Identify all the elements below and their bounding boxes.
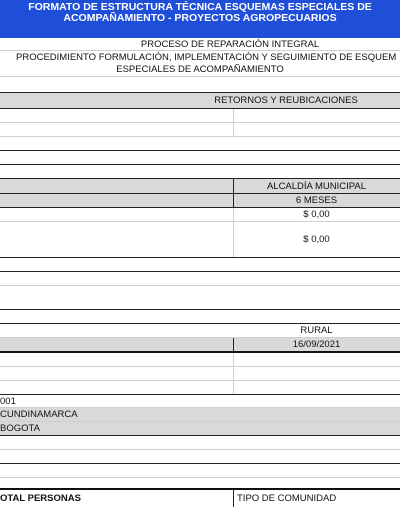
empty-row [0,77,400,93]
column-divider [233,381,234,394]
empty-row [0,258,400,272]
empty-row [0,109,400,123]
empty-row [0,450,400,464]
community-type-header[interactable]: TIPO DE COMUNIDAD [237,493,337,504]
empty-row [0,286,400,310]
column-divider [233,109,234,122]
form-title [0,0,400,38]
empty-row [0,310,400,324]
municipality-row [0,422,400,436]
form-title-line1: FORMATO DE ESTRUCTURA TÉCNICA ESQUEMAS ESPECIALES DE [28,1,372,13]
returns-cell[interactable]: RETORNOS Y REUBICACIONES [214,95,358,106]
empty-row [0,123,400,137]
entity-cell[interactable]: ALCALDÍA MUNICIPAL [266,181,367,192]
amount1-cell[interactable]: $ 0,00 [303,209,330,220]
empty-row [0,478,400,490]
entity-row [0,179,400,194]
returns-row [0,93,400,109]
process-cell[interactable]: PROCESO DE REPARACIÓN INTEGRAL [140,39,320,50]
code-cell[interactable]: 001 [0,396,16,407]
municipality-cell[interactable]: BOGOTA [0,423,40,434]
duration-row [0,194,400,208]
column-divider [233,123,234,136]
zone-row [0,324,400,338]
duration-cell[interactable]: 6 MESES [295,195,338,206]
form-title-line2: ACOMPAÑAMIENTO - PROYECTOS AGROPECUARIOS [63,12,337,24]
zone-cell[interactable]: RURAL [300,325,333,336]
empty-row [0,353,400,367]
code-row [0,395,400,408]
empty-row [0,137,400,151]
amount2-row [0,222,400,258]
procedure-line1: PROCEDIMIENTO FORMULACIÓN, IMPLEMENTACIÓN Y SEGUIMIENTO DE ESQUEM [16,52,397,63]
procedure-line2: ESPECIALES DE ACOMPAÑAMIENTO [116,63,284,75]
amount2-cell[interactable]: $ 0,00 [303,234,330,245]
empty-row [0,165,400,179]
amount1-row [0,208,400,222]
column-divider [233,367,234,380]
empty-row [0,151,400,165]
bottom-header-row [0,490,400,507]
empty-row [0,436,400,450]
date-row [0,338,400,353]
total-persons-header[interactable]: OTAL PERSONAS [0,493,81,504]
procedure-cell[interactable] [0,51,400,76]
date-cell[interactable]: 16/09/2021 [292,339,341,350]
procedure-row [0,51,400,77]
department-cell[interactable]: CUNDINAMARCA [0,409,78,420]
process-row [0,38,400,51]
column-divider [233,490,234,507]
empty-row [0,272,400,286]
column-divider [233,353,234,366]
empty-row [0,464,400,478]
department-row [0,408,400,422]
empty-row [0,367,400,381]
empty-row [0,381,400,395]
